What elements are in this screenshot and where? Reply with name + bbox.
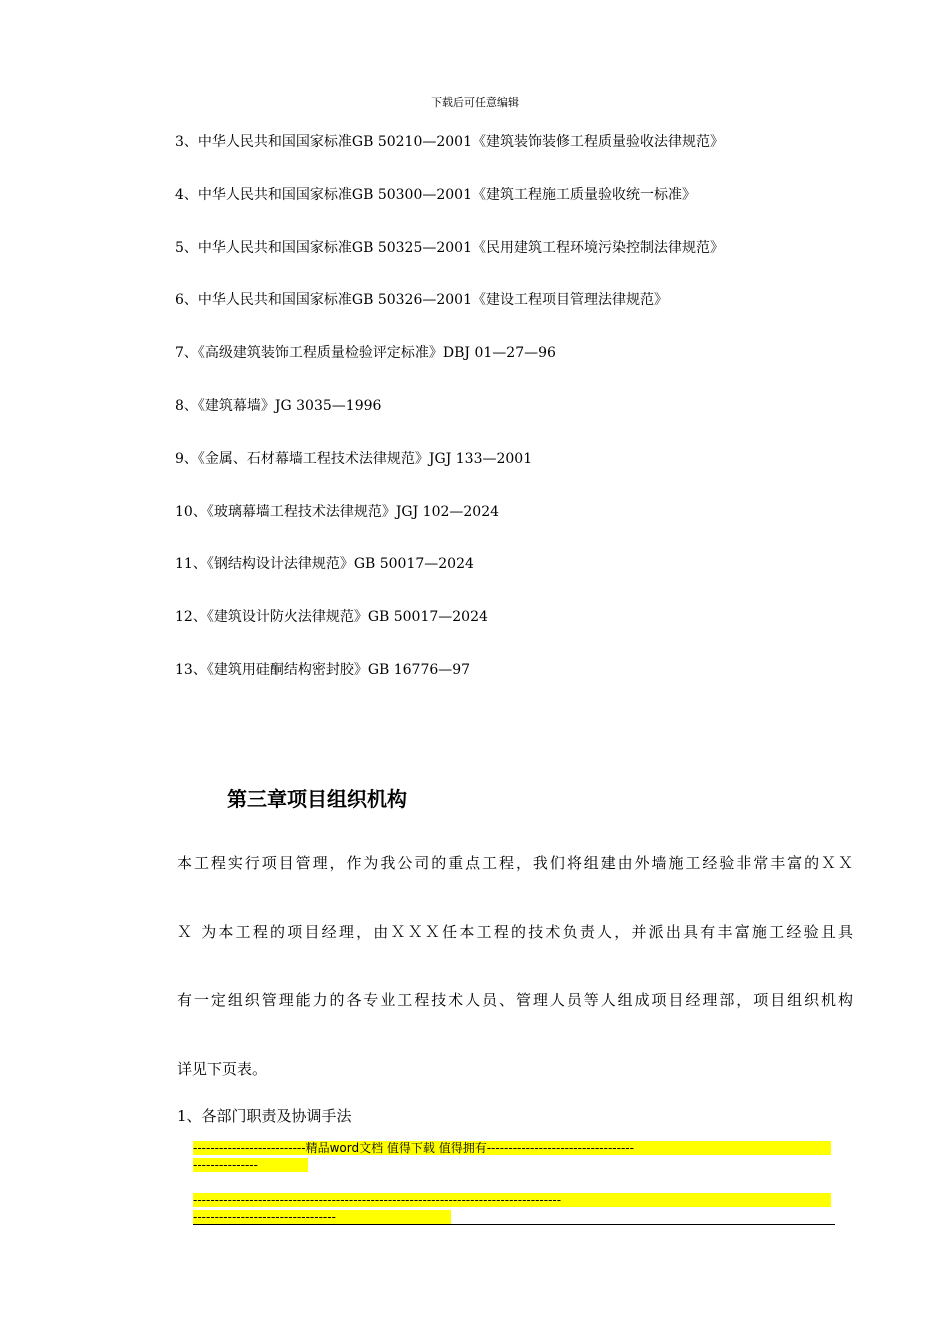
footer-line: --------------------------精品word文档 值得下载 值得拥有----------------------------------: [193, 1141, 831, 1155]
body-line: Ｘ 为本工程的项目经理，由ＸＸＸ任本工程的技术负责人，并派出具有丰富施工经验且具: [177, 922, 853, 941]
reference-item: 8、《建筑幕墙》JG 3035—1996: [175, 397, 382, 414]
reference-item: 7、《高级建筑装饰工程质量检验评定标准》DBJ 01—27—96: [175, 345, 556, 362]
footer-divider: [193, 1224, 835, 1225]
reference-item: 13、《建筑用硅酮结构密封胶》GB 16776—97: [175, 661, 471, 678]
body-line: 有一定组织管理能力的各专业工程技术人员、管理人员等人组成项目经理部，项目组织机构: [177, 991, 853, 1009]
footer-line: ---------------: [193, 1158, 308, 1172]
reference-item: 10、《玻璃幕墙工程技术法律规范》JGJ 102—2024: [175, 503, 500, 520]
reference-item: 6、中华人民共和国国家标准GB 50326—2001《建设工程项目管理法律规范》: [175, 292, 668, 309]
footer-line: ---------------------------------: [193, 1210, 451, 1224]
reference-item: 9、《金属、石材幕墙工程技术法律规范》JGJ 133—2001: [175, 450, 533, 467]
body-paragraph: [177, 849, 853, 1123]
page-header: 下载后可任意编辑: [431, 96, 519, 109]
reference-item: 4、中华人民共和国国家标准GB 50300—2001《建筑工程施工质量验收统一标准》: [175, 186, 696, 203]
reference-item: 5、中华人民共和国国家标准GB 50325—2001《民用建筑工程环境污染控制法律规范》: [175, 239, 724, 256]
section-heading: 1、各部门职责及协调手法: [177, 1107, 352, 1125]
footer-line: -------------------------------------------------------------------------------------: [193, 1193, 831, 1207]
body-line: 本工程实行项目管理，作为我公司的重点工程，我们将组建由外墙施工经验非常丰富的ＸＸ: [177, 854, 853, 872]
body-line: 详见下页表。: [177, 1059, 268, 1078]
reference-item: 3、中华人民共和国国家标准GB 50210—2001《建筑装饰装修工程质量验收法律规范》: [175, 134, 724, 150]
footer-watermark: [193, 1141, 835, 1227]
chapter-title: 第三章项目组织机构: [227, 787, 407, 811]
reference-item: 12、《建筑设计防火法律规范》GB 50017—2024: [175, 609, 488, 626]
reference-list: [175, 132, 724, 713]
reference-item: 11、《钢结构设计法律规范》GB 50017—2024: [175, 556, 474, 573]
